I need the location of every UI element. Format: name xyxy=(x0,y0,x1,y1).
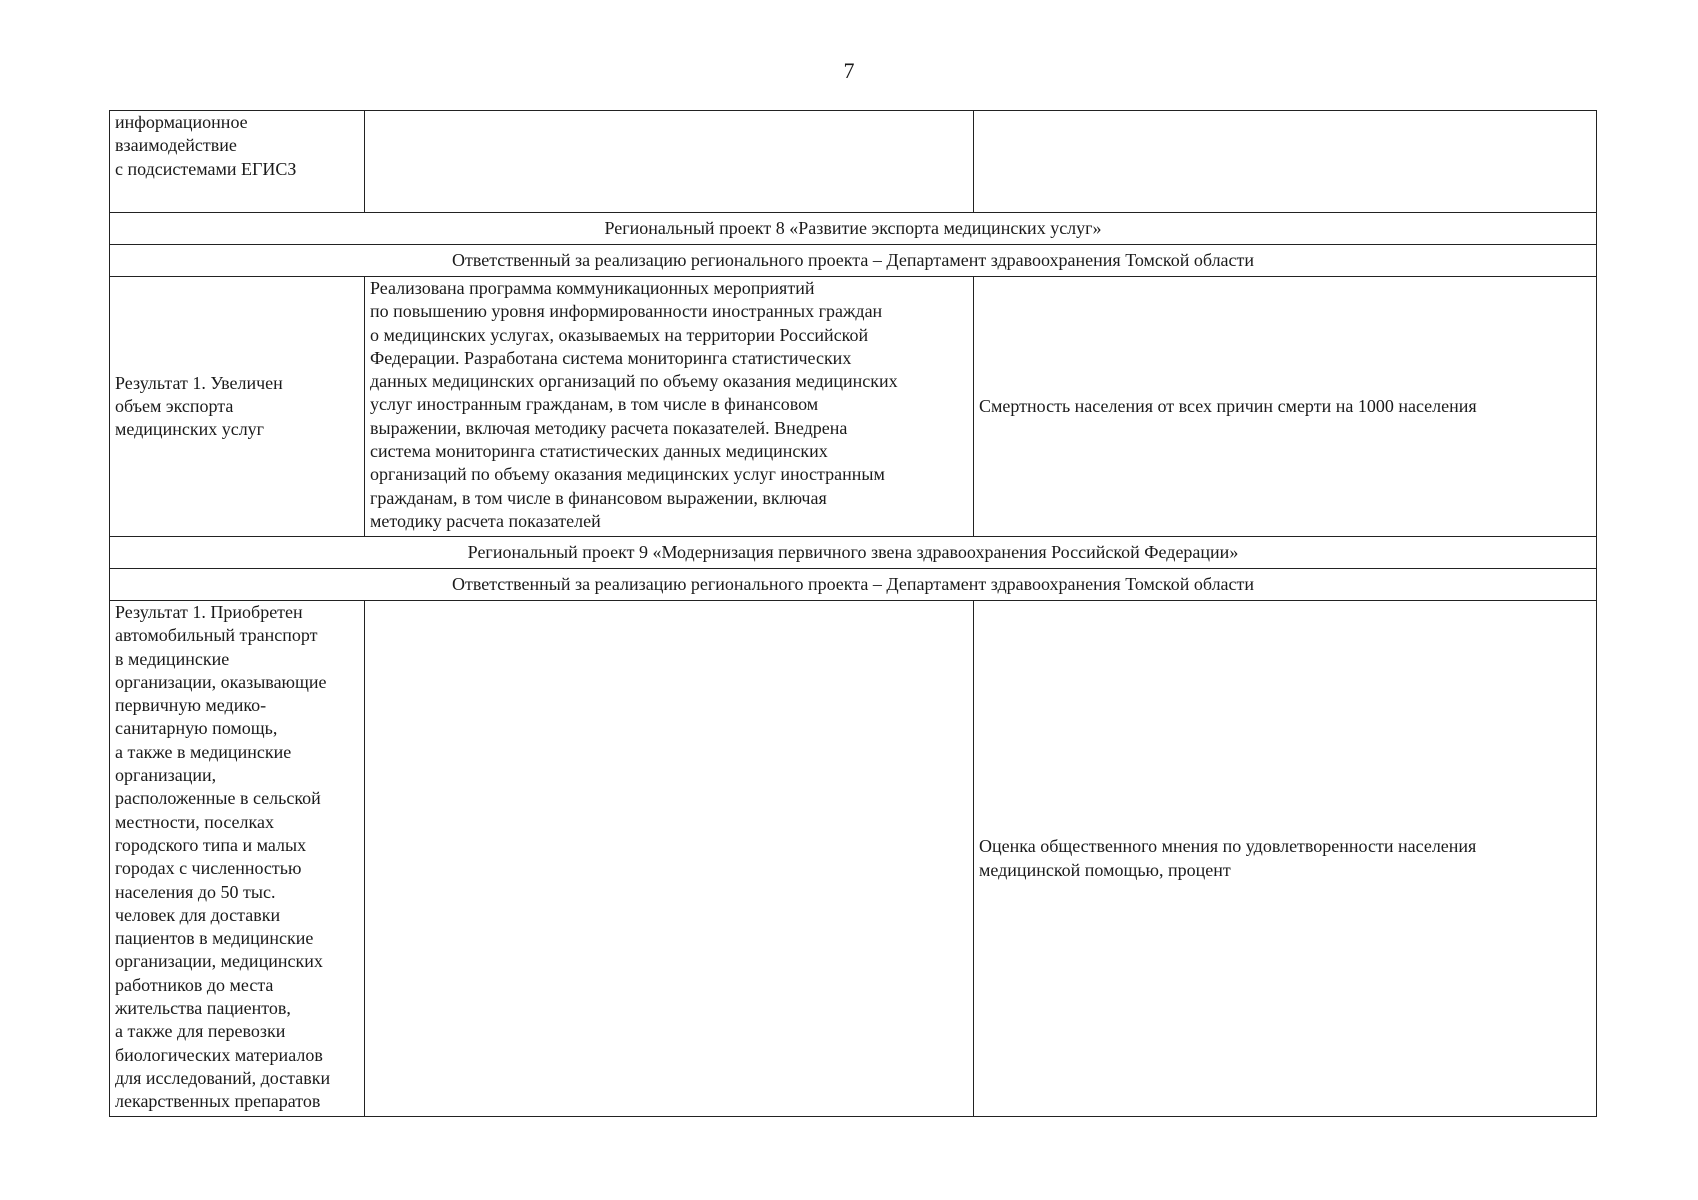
cell-line: Результат 1. Приобретен xyxy=(115,602,303,622)
cell-line: Реализована программа коммуникационных мероприятий xyxy=(370,278,815,298)
cell-line: данных медицинских организаций по объему оказания медицинских xyxy=(370,371,898,392)
project-title-row xyxy=(110,537,1597,569)
cell-line: Оценка общественного мнения по удовлетворенности населения xyxy=(979,836,1477,857)
cell-line: система мониторинга статистических данных медицинских xyxy=(370,441,828,462)
responsible-row xyxy=(110,569,1597,601)
table-cell xyxy=(974,111,1597,213)
cell-line: выражении, включая методику расчета показателей. Внедрена xyxy=(370,417,848,438)
cell-line: а также в медицинские xyxy=(115,741,292,762)
cell-line: населения до 50 тыс. xyxy=(115,881,276,902)
cell-line: организации, оказывающие xyxy=(115,671,327,692)
cell-line: информационное xyxy=(115,112,248,132)
cell-line: для исследований, доставки xyxy=(115,1067,331,1088)
table-cell xyxy=(974,601,1597,1117)
cell-line: организаций по объему оказания медицинских услуг иностранным xyxy=(370,464,885,485)
cell-line: медицинских услуг xyxy=(115,419,265,440)
cell-line: человек для доставки xyxy=(115,904,281,925)
cell-line: по повышению уровня информированности иностранных граждан xyxy=(370,301,883,322)
project-title: Региональный проект 8 «Развитие экспорта медицинских услуг» xyxy=(110,213,1597,245)
cell-line: расположенные в сельской xyxy=(115,788,321,809)
cell-line: услуг иностранным гражданам, в том числе в финансовом xyxy=(370,394,819,415)
cell-line: организации, xyxy=(115,765,217,786)
responsible-row xyxy=(110,245,1597,277)
cell-line: городах с численностью xyxy=(115,858,302,879)
cell-line: первичную медико- xyxy=(115,695,267,716)
cell-line: городского типа и малых xyxy=(115,834,307,855)
table-row xyxy=(110,277,1597,537)
cell-line: биологических материалов xyxy=(115,1044,323,1065)
table-cell xyxy=(974,277,1597,537)
cell-line: медицинской помощью, процент xyxy=(979,859,1231,880)
cell-line: а также для перевозки xyxy=(115,1021,286,1042)
cell-line: Федерации. Разработана система мониторинга статистических xyxy=(370,347,852,368)
responsible-text: Ответственный за реализацию регионального проекта – Департамент здравоохранения Томской области xyxy=(110,569,1597,601)
cell-line: о медицинских услугах, оказываемых на территории Российской xyxy=(370,324,869,345)
cell-line: пациентов в медицинские xyxy=(115,928,314,949)
document-table xyxy=(109,110,1597,1117)
cell-line: жительства пациентов, xyxy=(115,998,291,1019)
cell-line: с подсистемами ЕГИСЗ xyxy=(115,158,297,179)
cell-line: автомобильный транспорт xyxy=(115,625,318,646)
table-row xyxy=(110,111,1597,213)
table-cell xyxy=(365,601,974,1117)
cell-line: организации, медицинских xyxy=(115,951,323,972)
cell-line: гражданам, в том числе в финансовом выражении, включая xyxy=(370,487,827,508)
table-row xyxy=(110,601,1597,1117)
cell-line: взаимодействие xyxy=(115,135,237,156)
responsible-text: Ответственный за реализацию регионального проекта – Департамент здравоохранения Томской области xyxy=(110,245,1597,277)
table-cell xyxy=(365,111,974,213)
project-title-row xyxy=(110,213,1597,245)
cell-line: работников до места xyxy=(115,974,274,995)
cell-line: Результат 1. Увеличен xyxy=(115,372,283,393)
cell-line: методику расчета показателей xyxy=(370,510,601,531)
cell-line: лекарственных препаратов xyxy=(115,1091,321,1112)
cell-line: санитарную помощь, xyxy=(115,718,278,739)
project-title: Региональный проект 9 «Модернизация первичного звена здравоохранения Российской Федерации» xyxy=(110,537,1597,569)
cell-line: объем экспорта xyxy=(115,395,234,416)
table-cell xyxy=(110,111,365,213)
cell-line: Смертность населения от всех причин смерти на 1000 населения xyxy=(979,395,1477,416)
cell-line: в медицинские xyxy=(115,648,230,669)
table-cell xyxy=(365,277,974,537)
cell-line: местности, поселках xyxy=(115,811,274,832)
table-cell xyxy=(110,601,365,1117)
table-cell xyxy=(110,277,365,537)
page-number: 7 xyxy=(843,58,855,83)
